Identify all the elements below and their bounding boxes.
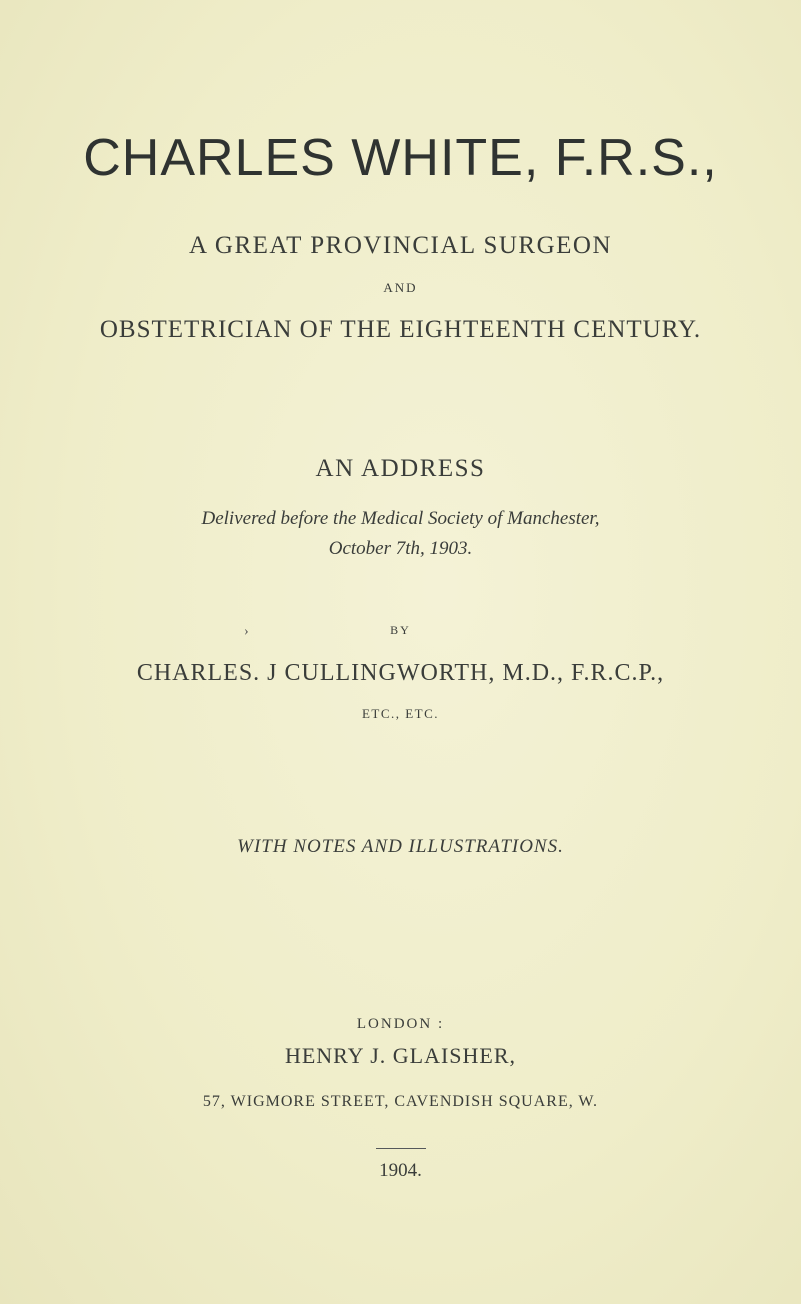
author-name: CHARLES. J CULLINGWORTH, M.D., F.R.C.P., xyxy=(136,660,665,686)
book-title: CHARLES WHITE, F.R.S., xyxy=(83,129,718,187)
imprint-year: 1904. xyxy=(379,1160,422,1181)
ink-speck: › xyxy=(244,624,249,639)
author-credentials: ETC., ETC. xyxy=(361,706,440,721)
by-label: BY xyxy=(390,623,411,637)
delivered-line: Delivered before the Medical Society of Manchester, xyxy=(201,508,600,529)
subtitle-line-2: OBSTETRICIAN OF THE EIGHTEENTH CENTURY. xyxy=(99,316,702,343)
and-connector: AND xyxy=(383,280,418,295)
divider-rule xyxy=(376,1148,426,1149)
subtitle: A GREAT PROVINCIAL SURGEON xyxy=(188,232,613,259)
address-date: October 7th, 1903. xyxy=(328,538,473,559)
imprint-city: LONDON : xyxy=(356,1016,445,1032)
imprint-address: 57, WIGMORE STREET, CAVENDISH SQUARE, W. xyxy=(202,1093,599,1110)
address-heading: AN ADDRESS xyxy=(315,455,486,482)
notes-line: WITH NOTES AND ILLUSTRATIONS. xyxy=(237,836,564,857)
imprint-publisher: HENRY J. GLAISHER, xyxy=(284,1043,517,1068)
